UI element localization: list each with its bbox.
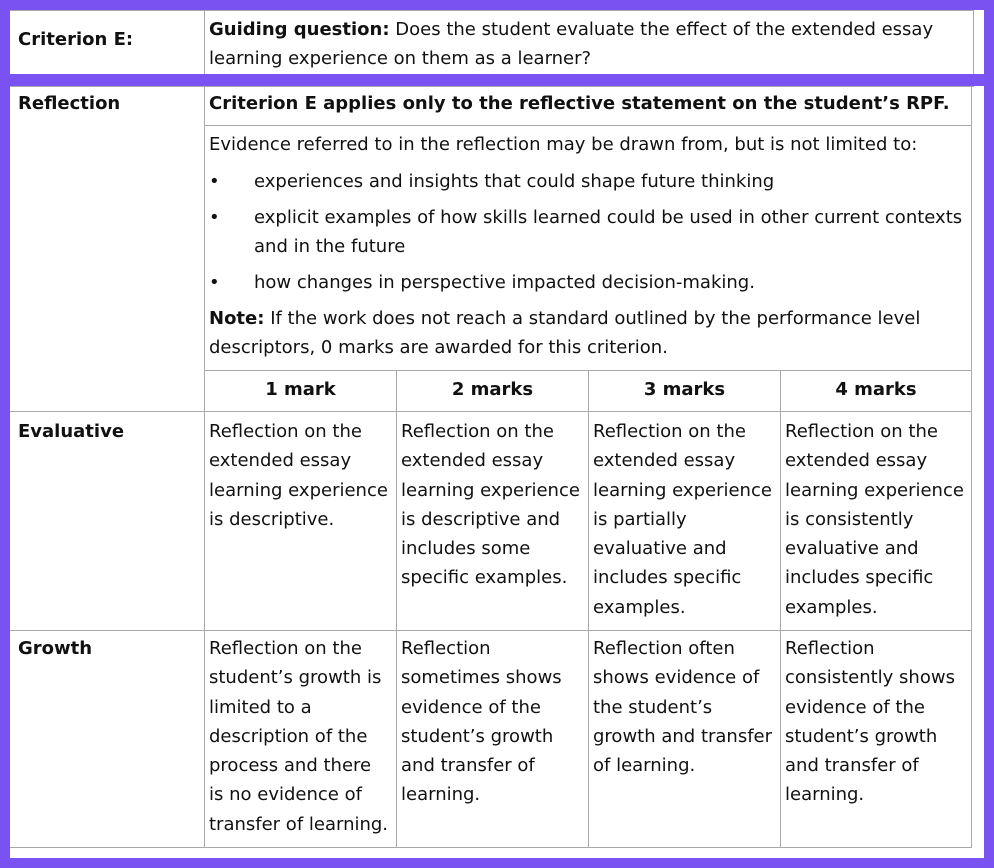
row-label-evaluative: Evaluative [18, 421, 125, 442]
applies-row-border [204, 125, 971, 126]
table-bottom-border [10, 847, 971, 848]
bullet-marker: • [209, 272, 220, 293]
mark-header-1: 1 mark [265, 379, 336, 400]
evidence-bullet: explicit examples of how skills learned could be used in other current contexts and in the future [254, 207, 963, 258]
applies-statement: Criterion E applies only to the reflective statement on the student’s RPF. [209, 93, 950, 114]
evaluative-row-border [10, 630, 971, 631]
guiding-question-label: Guiding question: [209, 19, 390, 40]
growth-cell-1: Reflection on the student’s growth is limited to a description of the process and there is no evidence of transfer of learning. [209, 638, 389, 835]
growth-cell-2: Reflection sometimes shows evidence of the student’s growth and transfer of learning. [401, 638, 562, 806]
bullet-marker: • [209, 207, 220, 228]
evaluative-cell-1: Reflection on the extended essay learning experience is descriptive. [209, 421, 388, 530]
bullet-marker: • [209, 171, 220, 192]
evaluative-cell-4: Reflection on the extended essay learning experience is consistently evaluative and includes specific examples. [785, 421, 964, 618]
evidence-bullet: how changes in perspective impacted decision-making. [254, 272, 755, 293]
growth-cell-3: Reflection often shows evidence of the student’s growth and transfer of learning. [593, 638, 773, 777]
mark-header-2: 2 marks [451, 379, 534, 400]
evaluative-cell-3: Reflection on the extended essay learning experience is partially evaluative and includes specific examples. [593, 421, 772, 618]
guiding-question [203, 15, 971, 74]
evidence-intro: Evidence referred to in the reflection may be drawn from, but is not limited to: [209, 134, 918, 155]
note-paragraph [203, 304, 971, 363]
table-right-border [971, 86, 972, 848]
guiding-question-text: Does the student evaluate the effect of the extended essay learning experience on them as a learner? [209, 19, 934, 70]
header-right-border [973, 10, 974, 74]
note-text: If the work does not reach a standard outlined by the performance level descriptors, 0 marks are awarded for this criterion. [209, 308, 921, 359]
mark-header-4: 4 marks [835, 379, 917, 400]
mark-header-3: 3 marks [643, 379, 726, 400]
growth-cell-4: Reflection consistently shows evidence of the student’s growth and transfer of learning. [785, 638, 955, 806]
evidence-bullet: experiences and insights that could shape future thinking [254, 171, 775, 192]
criterion-label: Criterion E: [18, 29, 134, 50]
reflection-row-border [10, 411, 204, 412]
note-label: Note: [209, 308, 265, 329]
section-gap [10, 74, 984, 86]
table-top-border [10, 86, 974, 87]
row-label-reflection: Reflection [18, 93, 121, 114]
header-top-border [10, 10, 974, 11]
row-label-growth: Growth [18, 638, 93, 659]
evaluative-cell-2: Reflection on the extended essay learning experience is descriptive and includes some specific examples. [401, 421, 580, 589]
